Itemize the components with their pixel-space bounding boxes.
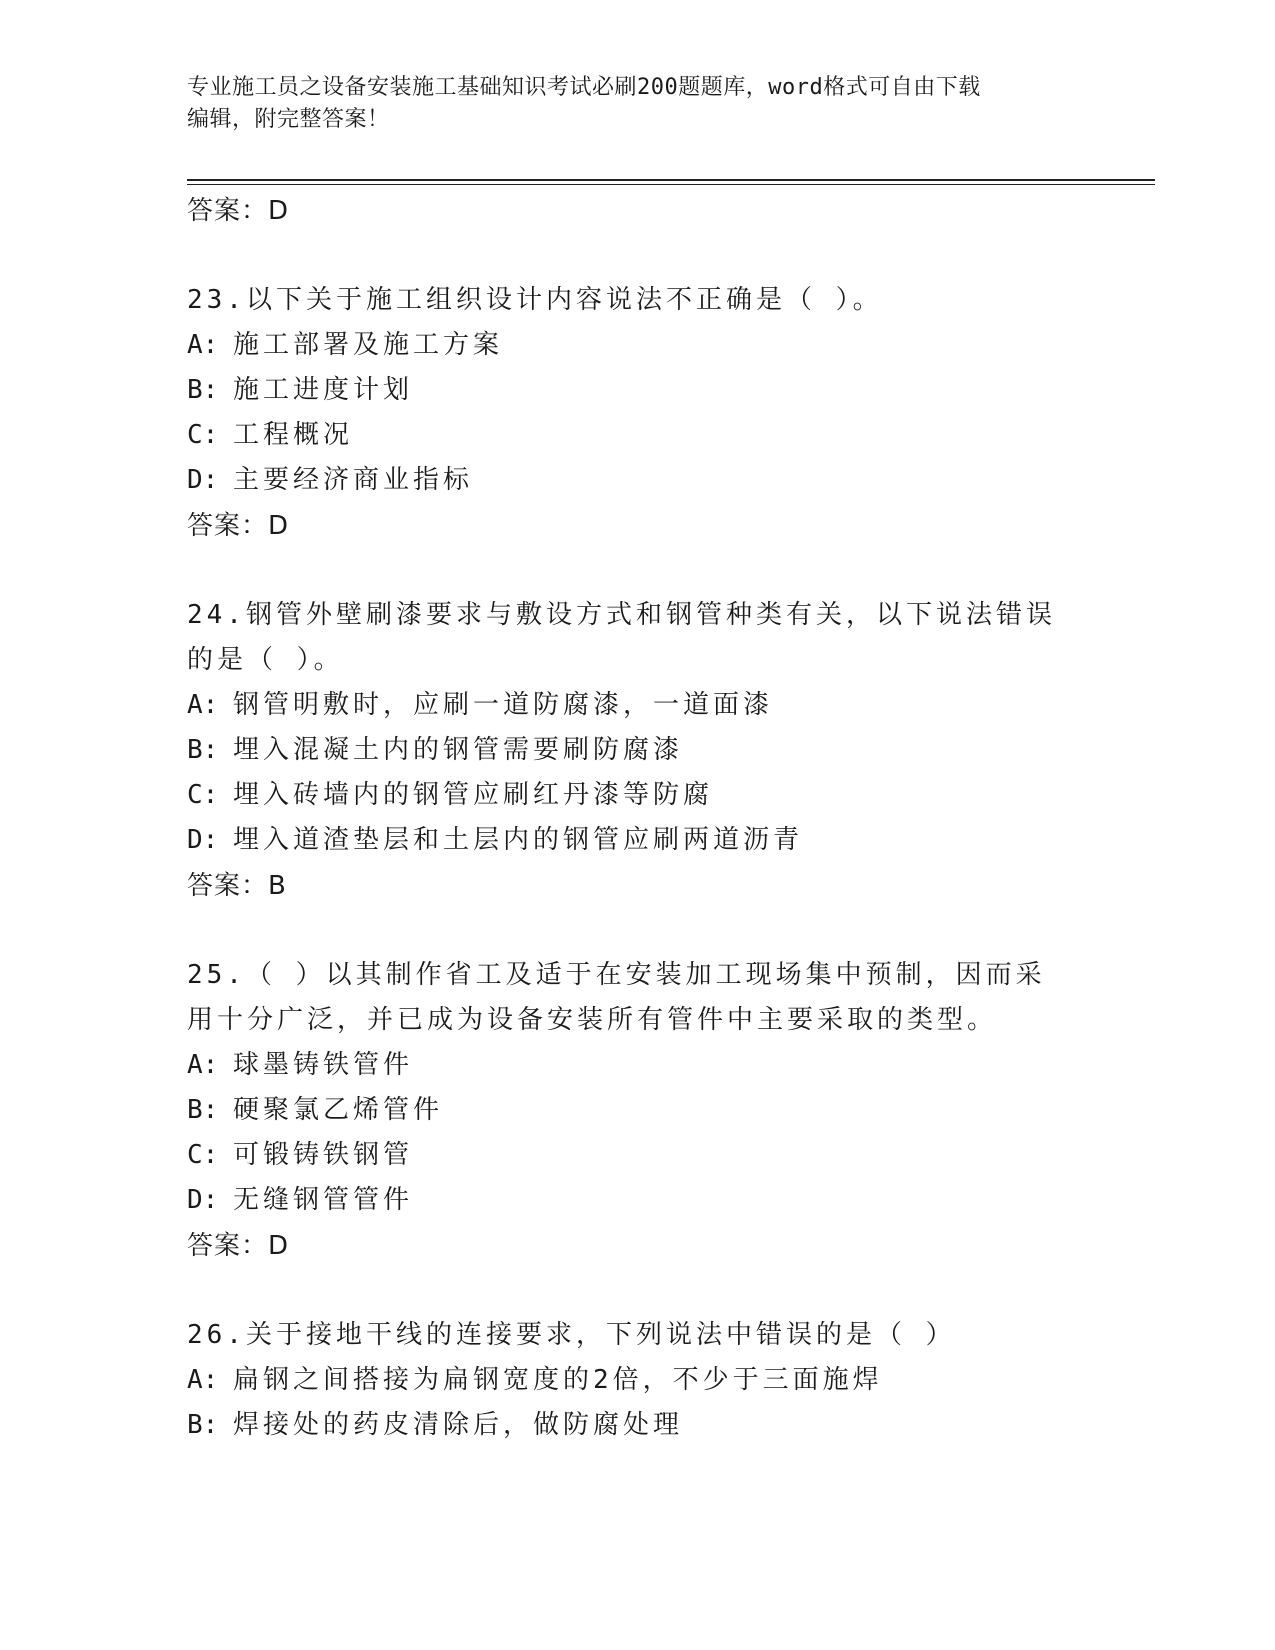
option-b <box>187 1088 1087 1133</box>
question-stem: 23.以下关于施工组织设计内容说法不正确是（ ）。 <box>187 285 883 315</box>
option-text: 扁钢之间搭接为扁钢宽度的2倍，不少于三面施焊 <box>233 1365 883 1395</box>
option-c <box>187 1133 1087 1178</box>
option-letter: B: <box>187 1410 219 1440</box>
option-letter: A: <box>187 690 219 720</box>
option-text: 工程概况 <box>233 420 354 450</box>
option-d <box>187 458 1087 503</box>
option-letter: D: <box>187 825 219 855</box>
answer-line: 答案：B <box>187 871 287 901</box>
header-divider <box>187 179 1155 181</box>
option-letter: C: <box>187 780 219 810</box>
option-text: 钢管明敷时，应刷一道防腐漆，一道面漆 <box>233 690 774 720</box>
option-c <box>187 773 1087 818</box>
question-25 <box>187 953 1087 1269</box>
spacer <box>187 549 1087 593</box>
option-letter: C: <box>187 1140 219 1170</box>
option-a <box>187 1358 1087 1403</box>
option-b <box>187 1403 1087 1448</box>
question-stem: 26.关于接地干线的连接要求，下列说法中错误的是（ ） <box>187 1320 956 1350</box>
question-23 <box>187 278 1087 549</box>
option-letter: A: <box>187 330 219 360</box>
option-a <box>187 323 1087 368</box>
question-list <box>187 188 1087 1448</box>
option-letter: B: <box>187 1095 219 1125</box>
option-b <box>187 728 1087 773</box>
option-text: 无缝钢管管件 <box>233 1185 414 1215</box>
question-24 <box>187 593 1087 909</box>
option-b <box>187 368 1087 413</box>
spacer <box>187 234 1087 278</box>
option-text: 埋入道渣垫层和土层内的钢管应刷两道沥青 <box>233 825 804 855</box>
option-text: 硬聚氯乙烯管件 <box>233 1095 444 1125</box>
question-stem: 24.钢管外壁刷漆要求与敷设方式和钢管种类有关，以下说法错误的是（ ）。 <box>187 600 1056 675</box>
option-c <box>187 413 1087 458</box>
spacer <box>187 1269 1087 1313</box>
option-text: 埋入混凝土内的钢管需要刷防腐漆 <box>233 735 684 765</box>
document-header <box>187 72 1067 136</box>
option-letter: D: <box>187 1185 219 1215</box>
option-d <box>187 818 1087 863</box>
option-text: 施工部署及施工方案 <box>233 330 504 360</box>
previous-answer: 答案：D <box>187 196 290 226</box>
option-letter: B: <box>187 375 219 405</box>
spacer <box>187 909 1087 953</box>
header-line-2: 编辑，附完整答案！ <box>187 107 390 132</box>
option-letter: A: <box>187 1050 219 1080</box>
answer-line: 答案：D <box>187 511 290 541</box>
option-text: 主要经济商业指标 <box>233 465 474 495</box>
option-letter: B: <box>187 735 219 765</box>
option-text: 施工进度计划 <box>233 375 414 405</box>
option-a <box>187 683 1087 728</box>
option-letter: D: <box>187 465 219 495</box>
option-letter: A: <box>187 1365 219 1395</box>
question-stem: 25.（ ）以其制作省工及适于在安装加工现场集中预制，因而采用十分广泛，并已成为设备安装所有管件中主要采取的类型。 <box>187 960 1046 1035</box>
answer-line: 答案：D <box>187 1231 290 1261</box>
option-letter: C: <box>187 420 219 450</box>
option-d <box>187 1178 1087 1223</box>
option-a <box>187 1043 1087 1088</box>
question-26 <box>187 1313 1087 1448</box>
header-divider-thin <box>187 184 1155 185</box>
option-text: 埋入砖墙内的钢管应刷红丹漆等防腐 <box>233 780 714 810</box>
option-text: 可锻铸铁钢管 <box>233 1140 414 1170</box>
header-line-1: 专业施工员之设备安装施工基础知识考试必刷200题题库，word格式可自由下载 <box>187 75 981 100</box>
option-text: 焊接处的药皮清除后，做防腐处理 <box>233 1410 684 1440</box>
option-text: 球墨铸铁管件 <box>233 1050 414 1080</box>
